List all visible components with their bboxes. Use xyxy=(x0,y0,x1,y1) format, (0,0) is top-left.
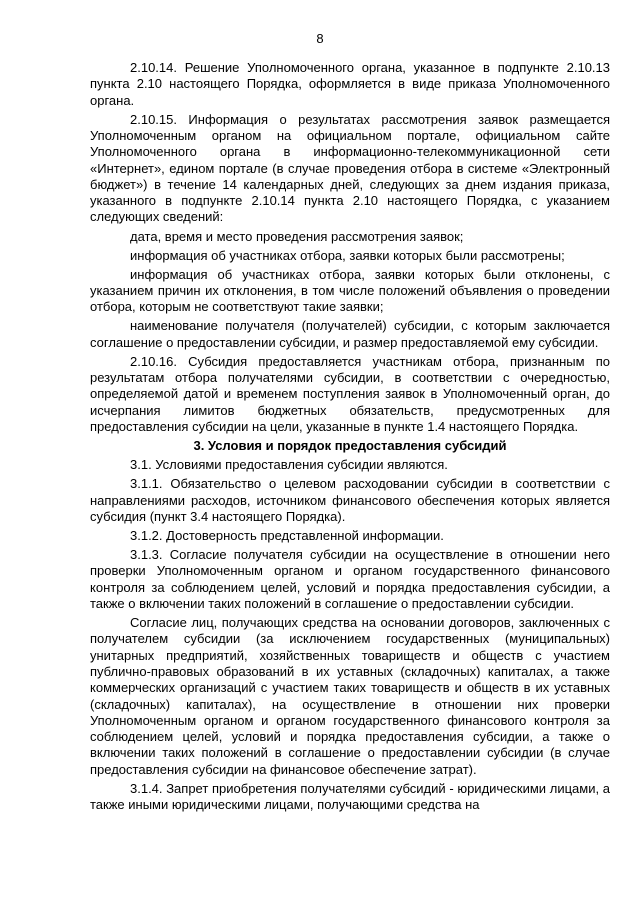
list-item-reviewed-participants: информация об участниках отбора, заявки которых были рассмотрены; xyxy=(130,247,565,263)
paragraph-3-1-1: 3.1.1. Обязательство о целевом расходовании субсидии в соответствии с направлениями расходов, источником финансового обеспечения которых является субсидия (пункт 3.4 настоящего Порядка). xyxy=(90,476,610,524)
page-number: 8 xyxy=(316,31,324,46)
paragraph-2-10-15: 2.10.15. Информация о результатах рассмотрения заявок размещается Уполномоченным органом на официальном портале, официальном сайте Уполномоченного органа в информационно-телекоммуникационной сети «Интернет», едином портале (в случае проведения отбора в системе «Электронный бюджет») в течение 14 календарных дней, следующих за днем издания приказа, указанного в подпункте 2.10.14 пункта 2.10 настоящего Порядка, с указанием следующих сведений: xyxy=(90,111,610,225)
paragraph-3-1-2: 3.1.2. Достоверность представленной информации. xyxy=(130,527,444,543)
section-heading: 3. Условия и порядок предоставления субсидий xyxy=(193,438,507,454)
paragraph-2-10-16: 2.10.16. Субсидия предоставляется участникам отбора, признанным по результатам отбора получателями субсидии, в соответствии с очередностью, определяемой датой и временем поступления заявок в Уполномоченный орган, до исчерпания лимитов бюджетных обязательств, предусмотренных для предоставления субсидии на цели, указанные в пункте 1.4 настоящего Порядка. xyxy=(90,353,610,435)
paragraph-2-10-14: 2.10.14. Решение Уполномоченного органа, указанное в подпункте 2.10.13 пункта 2.10 настоящего Порядка, оформляется в виде приказа Уполномоченного органа. xyxy=(90,60,610,108)
document-body xyxy=(90,60,610,816)
list-item-recipient-name: наименование получателя (получателей) субсидии, с которым заключается соглашение о предоставлении субсидии, и размер предоставляемой ему субсидии. xyxy=(90,318,610,350)
paragraph-consent-of-persons: Согласие лиц, получающих средства на основании договоров, заключенных с получателем субсидии (за исключением государственных (муниципальных) унитарных предприятий, хозяйственных товариществ и обществ с участием публично-правовых образований в их уставных (складочных) капиталах, а также коммерческих организаций с участием таких товариществ и обществ в их уставных (складочных) капиталах), на осуществление в отношении них проверки Уполномоченным органом и органом государственного финансового контроля за соблюдением целей, условий и порядка предоставления субсидии, а также о включении таких положений в соглашение о предоставлении субсидии (в случае предоставления субсидии на финансовое обеспечение затрат). xyxy=(90,615,610,777)
paragraph-3-1-4: 3.1.4. Запрет приобретения получателями субсидий - юридическими лицами, а также иными юридическими лицами, получающими средства на xyxy=(90,780,610,813)
list-item-date-time-place: дата, время и место проведения рассмотрения заявок; xyxy=(130,228,464,244)
paragraph-3-1: 3.1. Условиями предоставления субсидии являются. xyxy=(130,457,448,473)
paragraph-3-1-3: 3.1.3. Согласие получателя субсидии на осуществление в отношении него проверки Уполномоченным органом и органом государственного финансового контроля за соблюдением целей, условий и порядка предоставления субсидии, а также о включении таких положений в соглашение о предоставлении субсидии. xyxy=(90,547,610,611)
list-item-rejected-participants: информация об участниках отбора, заявки которых были отклонены, с указанием причин их отклонения, в том числе положений объявления о проведении отбора, которым не соответствуют такие заявки; xyxy=(90,266,610,315)
